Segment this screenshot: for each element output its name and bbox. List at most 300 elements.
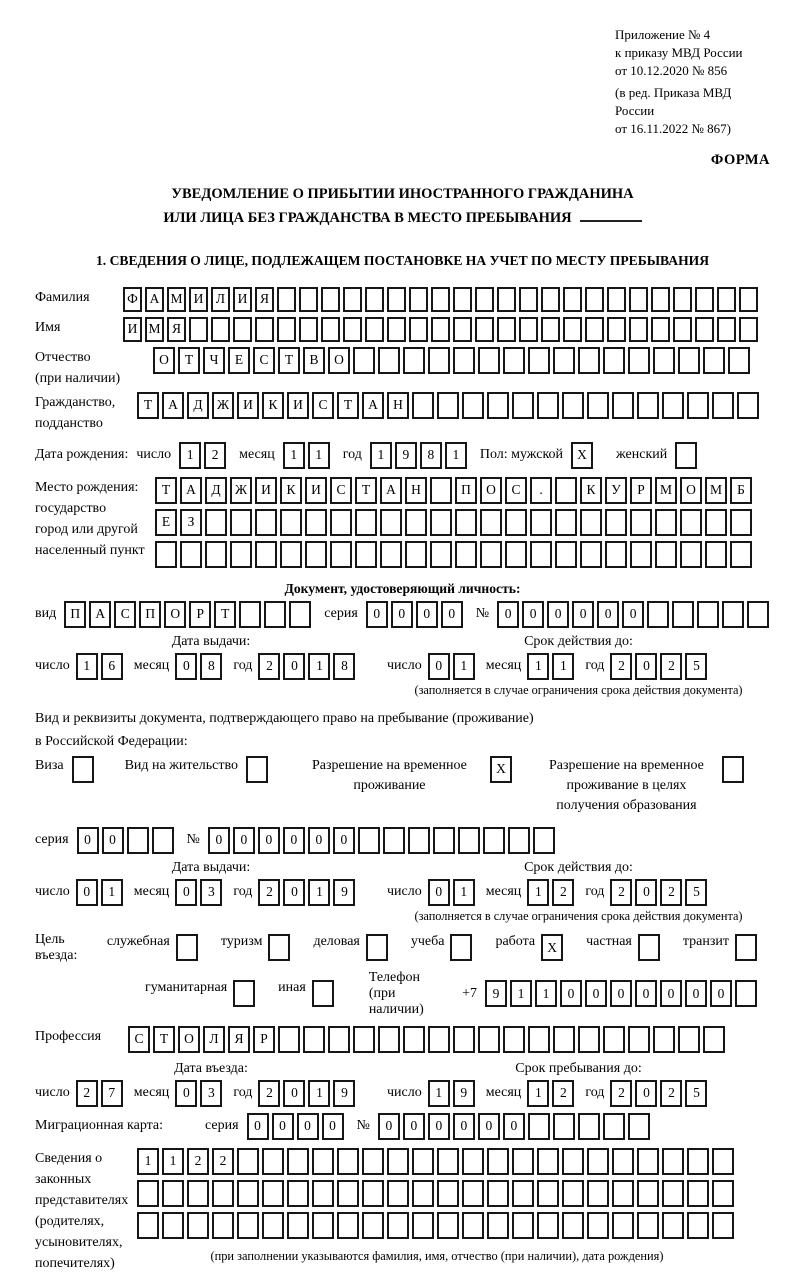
- cell[interactable]: [353, 347, 375, 374]
- cell[interactable]: [651, 317, 670, 342]
- cell[interactable]: [337, 1148, 359, 1175]
- cell[interactable]: 0: [272, 1113, 294, 1140]
- cell[interactable]: [675, 442, 697, 469]
- cell[interactable]: 5: [685, 879, 707, 906]
- cell[interactable]: [747, 601, 769, 628]
- cell[interactable]: [337, 1180, 359, 1207]
- cell[interactable]: [483, 827, 505, 854]
- cell[interactable]: [703, 1026, 725, 1053]
- cell[interactable]: 0: [208, 827, 230, 854]
- cell[interactable]: Т: [178, 347, 200, 374]
- cell[interactable]: 2: [76, 1080, 98, 1107]
- cell[interactable]: 1: [179, 442, 201, 469]
- cell[interactable]: [647, 601, 669, 628]
- birth-month-field[interactable]: [283, 442, 333, 469]
- cell[interactable]: [519, 287, 538, 312]
- cell[interactable]: [437, 1180, 459, 1207]
- cell[interactable]: 0: [258, 827, 280, 854]
- visa-checkbox[interactable]: [72, 756, 97, 783]
- cell[interactable]: [687, 1180, 709, 1207]
- cell[interactable]: [262, 1212, 284, 1239]
- cell[interactable]: 0: [610, 980, 632, 1007]
- cell[interactable]: [287, 1212, 309, 1239]
- cell[interactable]: [603, 1113, 625, 1140]
- cell[interactable]: [672, 601, 694, 628]
- cell[interactable]: [730, 541, 752, 568]
- cell[interactable]: 1: [308, 653, 330, 680]
- doc-series-field[interactable]: [366, 601, 466, 628]
- cell[interactable]: 1: [445, 442, 467, 469]
- cell[interactable]: [705, 541, 727, 568]
- cell[interactable]: [562, 1148, 584, 1175]
- cell[interactable]: [653, 347, 675, 374]
- cell[interactable]: [735, 980, 757, 1007]
- cell[interactable]: А: [145, 287, 164, 312]
- cell[interactable]: [262, 1180, 284, 1207]
- cell[interactable]: Д: [187, 392, 209, 419]
- cell[interactable]: А: [162, 392, 184, 419]
- cell[interactable]: [412, 1212, 434, 1239]
- cell[interactable]: [687, 392, 709, 419]
- cell[interactable]: [528, 1113, 550, 1140]
- cell[interactable]: [387, 1212, 409, 1239]
- cell[interactable]: [233, 980, 255, 1007]
- cell[interactable]: 0: [635, 879, 657, 906]
- cell[interactable]: [585, 317, 604, 342]
- cell[interactable]: 0: [283, 827, 305, 854]
- cell[interactable]: А: [180, 477, 202, 504]
- cell[interactable]: 0: [77, 827, 99, 854]
- cell[interactable]: В: [303, 347, 325, 374]
- cell[interactable]: [72, 756, 94, 783]
- gender-male-checkbox[interactable]: [571, 442, 596, 469]
- cell[interactable]: 9: [453, 1080, 475, 1107]
- cell[interactable]: [537, 1148, 559, 1175]
- cell[interactable]: 9: [395, 442, 417, 469]
- cell[interactable]: 0: [247, 1113, 269, 1140]
- cell[interactable]: [353, 1026, 375, 1053]
- cell[interactable]: 0: [297, 1113, 319, 1140]
- cell[interactable]: 0: [441, 601, 463, 628]
- cell[interactable]: [637, 392, 659, 419]
- purpose-study-checkbox[interactable]: [450, 934, 475, 961]
- cell[interactable]: А: [89, 601, 111, 628]
- cell[interactable]: 0: [547, 601, 569, 628]
- cell[interactable]: X: [571, 442, 593, 469]
- cell[interactable]: 0: [522, 601, 544, 628]
- cell[interactable]: [505, 509, 527, 536]
- cell[interactable]: 5: [685, 653, 707, 680]
- birth-day-field[interactable]: [179, 442, 229, 469]
- cell[interactable]: [162, 1212, 184, 1239]
- cell[interactable]: 0: [622, 601, 644, 628]
- cell[interactable]: [487, 392, 509, 419]
- cell[interactable]: [651, 287, 670, 312]
- cell[interactable]: [412, 1180, 434, 1207]
- cell[interactable]: Ч: [203, 347, 225, 374]
- cell[interactable]: И: [237, 392, 259, 419]
- cell[interactable]: [580, 509, 602, 536]
- doc-expiry-month-field[interactable]: [527, 653, 577, 680]
- cell[interactable]: [430, 477, 452, 504]
- cell[interactable]: 2: [204, 442, 226, 469]
- cell[interactable]: [312, 980, 334, 1007]
- cell[interactable]: 0: [635, 1080, 657, 1107]
- cell[interactable]: [475, 287, 494, 312]
- cell[interactable]: 2: [660, 879, 682, 906]
- cell[interactable]: [655, 509, 677, 536]
- cell[interactable]: [189, 317, 208, 342]
- cell[interactable]: [717, 317, 736, 342]
- cell[interactable]: [487, 1148, 509, 1175]
- cell[interactable]: [512, 1180, 534, 1207]
- cell[interactable]: М: [167, 287, 186, 312]
- cell[interactable]: [437, 392, 459, 419]
- cell[interactable]: 1: [308, 442, 330, 469]
- cell[interactable]: [555, 477, 577, 504]
- cell[interactable]: [541, 287, 560, 312]
- cell[interactable]: [303, 1026, 325, 1053]
- cell[interactable]: [607, 317, 626, 342]
- cell[interactable]: Ж: [212, 392, 234, 419]
- cell[interactable]: [405, 541, 427, 568]
- purpose-business-checkbox[interactable]: [366, 934, 391, 961]
- entry-year-field[interactable]: [258, 1080, 358, 1107]
- birthplace-row1[interactable]: [155, 477, 755, 504]
- cell[interactable]: [305, 509, 327, 536]
- cell[interactable]: [355, 541, 377, 568]
- cell[interactable]: [739, 287, 758, 312]
- cell[interactable]: [562, 1180, 584, 1207]
- cell[interactable]: 0: [710, 980, 732, 1007]
- cell[interactable]: [519, 317, 538, 342]
- cell[interactable]: [127, 827, 149, 854]
- cell[interactable]: [387, 317, 406, 342]
- cell[interactable]: [722, 756, 744, 783]
- cell[interactable]: [362, 1212, 384, 1239]
- cell[interactable]: О: [178, 1026, 200, 1053]
- cell[interactable]: [680, 509, 702, 536]
- cell[interactable]: Я: [167, 317, 186, 342]
- cell[interactable]: 0: [416, 601, 438, 628]
- birth-year-field[interactable]: [370, 442, 470, 469]
- cell[interactable]: [687, 1212, 709, 1239]
- cell[interactable]: [678, 1026, 700, 1053]
- cell[interactable]: [155, 541, 177, 568]
- cell[interactable]: [277, 287, 296, 312]
- cell[interactable]: М: [145, 317, 164, 342]
- cell[interactable]: [629, 287, 648, 312]
- cell[interactable]: [428, 1026, 450, 1053]
- cell[interactable]: [453, 1026, 475, 1053]
- cell[interactable]: О: [480, 477, 502, 504]
- cell[interactable]: [695, 317, 714, 342]
- residence-number-field[interactable]: [208, 827, 558, 854]
- cell[interactable]: Ф: [123, 287, 142, 312]
- cell[interactable]: [612, 1212, 634, 1239]
- cell[interactable]: 1: [552, 653, 574, 680]
- residence-issue-year-field[interactable]: [258, 879, 358, 906]
- stay-year-field[interactable]: [610, 1080, 710, 1107]
- cell[interactable]: 3: [200, 1080, 222, 1107]
- doc-expiry-year-field[interactable]: [610, 653, 710, 680]
- doc-number-field[interactable]: [497, 601, 772, 628]
- cell[interactable]: 2: [212, 1148, 234, 1175]
- cell[interactable]: [717, 287, 736, 312]
- cell[interactable]: [697, 601, 719, 628]
- cell[interactable]: [343, 317, 362, 342]
- cell[interactable]: [662, 1148, 684, 1175]
- cell[interactable]: Т: [155, 477, 177, 504]
- cell[interactable]: [580, 541, 602, 568]
- cell[interactable]: [687, 1148, 709, 1175]
- cell[interactable]: [262, 1148, 284, 1175]
- cell[interactable]: [712, 1180, 734, 1207]
- cell[interactable]: 0: [322, 1113, 344, 1140]
- cell[interactable]: 1: [527, 879, 549, 906]
- cell[interactable]: 2: [187, 1148, 209, 1175]
- cell[interactable]: [403, 1026, 425, 1053]
- doc-issue-month-field[interactable]: [175, 653, 225, 680]
- cell[interactable]: 0: [453, 1113, 475, 1140]
- cell[interactable]: 3: [200, 879, 222, 906]
- cell[interactable]: [180, 541, 202, 568]
- cell[interactable]: 0: [503, 1113, 525, 1140]
- cell[interactable]: [387, 1180, 409, 1207]
- cell[interactable]: [528, 1026, 550, 1053]
- given-name-field[interactable]: [123, 317, 761, 342]
- cell[interactable]: Е: [155, 509, 177, 536]
- rvp-edu-checkbox[interactable]: [722, 756, 747, 783]
- cell[interactable]: 0: [403, 1113, 425, 1140]
- cell[interactable]: [255, 509, 277, 536]
- cell[interactable]: [612, 1148, 634, 1175]
- cell[interactable]: К: [262, 392, 284, 419]
- cell[interactable]: [246, 756, 268, 783]
- cell[interactable]: 0: [478, 1113, 500, 1140]
- cell[interactable]: 9: [333, 879, 355, 906]
- cell[interactable]: 8: [200, 653, 222, 680]
- cell[interactable]: [528, 347, 550, 374]
- cell[interactable]: [365, 287, 384, 312]
- cell[interactable]: [555, 541, 577, 568]
- cell[interactable]: [508, 827, 530, 854]
- cell[interactable]: 8: [333, 653, 355, 680]
- cell[interactable]: [239, 601, 261, 628]
- cell[interactable]: 1: [137, 1148, 159, 1175]
- cell[interactable]: 0: [366, 601, 388, 628]
- cell[interactable]: 0: [102, 827, 124, 854]
- cell[interactable]: 1: [370, 442, 392, 469]
- cell[interactable]: [137, 1212, 159, 1239]
- cell[interactable]: [512, 1212, 534, 1239]
- cell[interactable]: [637, 1180, 659, 1207]
- cell[interactable]: [362, 1180, 384, 1207]
- cell[interactable]: [587, 1180, 609, 1207]
- cell[interactable]: X: [490, 756, 512, 783]
- doc-issue-day-field[interactable]: [76, 653, 126, 680]
- cell[interactable]: [455, 541, 477, 568]
- surname-field[interactable]: [123, 287, 761, 312]
- cell[interactable]: 9: [485, 980, 507, 1007]
- entry-day-field[interactable]: [76, 1080, 126, 1107]
- cell[interactable]: М: [655, 477, 677, 504]
- phone-field[interactable]: [485, 980, 760, 1007]
- cell[interactable]: [383, 827, 405, 854]
- cell[interactable]: О: [328, 347, 350, 374]
- cell[interactable]: [462, 1212, 484, 1239]
- cell[interactable]: [162, 1180, 184, 1207]
- residence-issue-day-field[interactable]: [76, 879, 126, 906]
- cell[interactable]: А: [380, 477, 402, 504]
- residence-expiry-year-field[interactable]: [610, 879, 710, 906]
- cell[interactable]: [562, 1212, 584, 1239]
- cell[interactable]: 1: [308, 1080, 330, 1107]
- doc-expiry-day-field[interactable]: [428, 653, 478, 680]
- cell[interactable]: [312, 1180, 334, 1207]
- residence-series-field[interactable]: [77, 827, 177, 854]
- cell[interactable]: [378, 1026, 400, 1053]
- cell[interactable]: 1: [308, 879, 330, 906]
- cell[interactable]: [330, 509, 352, 536]
- cell[interactable]: [299, 287, 318, 312]
- cell[interactable]: [453, 317, 472, 342]
- cell[interactable]: [512, 1148, 534, 1175]
- cell[interactable]: З: [180, 509, 202, 536]
- cell[interactable]: [612, 392, 634, 419]
- cell[interactable]: [605, 541, 627, 568]
- cell[interactable]: Н: [405, 477, 427, 504]
- cell[interactable]: [205, 541, 227, 568]
- cell[interactable]: [503, 1026, 525, 1053]
- cell[interactable]: [587, 1148, 609, 1175]
- purpose-transit-checkbox[interactable]: [735, 934, 760, 961]
- cell[interactable]: [637, 1148, 659, 1175]
- cell[interactable]: 2: [258, 653, 280, 680]
- cell[interactable]: [328, 1026, 350, 1053]
- cell[interactable]: Д: [205, 477, 227, 504]
- cell[interactable]: [387, 287, 406, 312]
- cell[interactable]: [680, 541, 702, 568]
- migration-series-field[interactable]: [247, 1113, 347, 1140]
- cell[interactable]: 0: [428, 1113, 450, 1140]
- cell[interactable]: [480, 541, 502, 568]
- cell[interactable]: [264, 601, 286, 628]
- cell[interactable]: [655, 541, 677, 568]
- cell[interactable]: [630, 509, 652, 536]
- representatives-row3[interactable]: [137, 1212, 737, 1239]
- cell[interactable]: С: [114, 601, 136, 628]
- cell[interactable]: И: [305, 477, 327, 504]
- cell[interactable]: 0: [572, 601, 594, 628]
- cell[interactable]: [299, 317, 318, 342]
- cell[interactable]: [475, 317, 494, 342]
- cell[interactable]: [503, 347, 525, 374]
- cell[interactable]: [530, 541, 552, 568]
- cell[interactable]: [487, 1212, 509, 1239]
- cell[interactable]: [305, 541, 327, 568]
- cell[interactable]: [638, 934, 660, 961]
- cell[interactable]: Л: [211, 287, 230, 312]
- cell[interactable]: 0: [175, 653, 197, 680]
- cell[interactable]: [277, 317, 296, 342]
- cell[interactable]: [358, 827, 380, 854]
- cell[interactable]: [237, 1148, 259, 1175]
- cell[interactable]: 1: [428, 1080, 450, 1107]
- cell[interactable]: [176, 934, 198, 961]
- cell[interactable]: 0: [283, 879, 305, 906]
- cell[interactable]: [437, 1148, 459, 1175]
- cell[interactable]: Т: [355, 477, 377, 504]
- cell[interactable]: П: [64, 601, 86, 628]
- cell[interactable]: [587, 392, 609, 419]
- cell[interactable]: [512, 392, 534, 419]
- cell[interactable]: [722, 601, 744, 628]
- cell[interactable]: [212, 1180, 234, 1207]
- cell[interactable]: [578, 347, 600, 374]
- birthplace-row2[interactable]: [155, 509, 755, 536]
- cell[interactable]: [287, 1148, 309, 1175]
- cell[interactable]: [321, 317, 340, 342]
- cell[interactable]: 0: [428, 653, 450, 680]
- cell[interactable]: 0: [233, 827, 255, 854]
- cell[interactable]: 2: [552, 879, 574, 906]
- cell[interactable]: 2: [610, 1080, 632, 1107]
- cell[interactable]: [431, 317, 450, 342]
- cell[interactable]: [412, 392, 434, 419]
- cell[interactable]: 6: [101, 653, 123, 680]
- cell[interactable]: [409, 317, 428, 342]
- cell[interactable]: [230, 541, 252, 568]
- cell[interactable]: К: [580, 477, 602, 504]
- cell[interactable]: [505, 541, 527, 568]
- cell[interactable]: 0: [635, 653, 657, 680]
- cell[interactable]: [628, 1026, 650, 1053]
- cell[interactable]: Т: [337, 392, 359, 419]
- cell[interactable]: 0: [283, 653, 305, 680]
- cell[interactable]: [337, 1212, 359, 1239]
- migration-number-field[interactable]: [378, 1113, 653, 1140]
- representatives-row2[interactable]: [137, 1180, 737, 1207]
- cell[interactable]: 1: [101, 879, 123, 906]
- cell[interactable]: 7: [101, 1080, 123, 1107]
- cell[interactable]: [603, 1026, 625, 1053]
- cell[interactable]: [380, 541, 402, 568]
- cell[interactable]: [378, 347, 400, 374]
- cell[interactable]: [653, 1026, 675, 1053]
- cell[interactable]: 0: [428, 879, 450, 906]
- cell[interactable]: [387, 1148, 409, 1175]
- cell[interactable]: [453, 347, 475, 374]
- cell[interactable]: [553, 347, 575, 374]
- cell[interactable]: [237, 1180, 259, 1207]
- cell[interactable]: [587, 1212, 609, 1239]
- cell[interactable]: [563, 317, 582, 342]
- stay-month-field[interactable]: [527, 1080, 577, 1107]
- cell[interactable]: 1: [453, 879, 475, 906]
- cell[interactable]: [541, 317, 560, 342]
- cell[interactable]: [462, 392, 484, 419]
- cell[interactable]: [462, 1180, 484, 1207]
- cell[interactable]: О: [680, 477, 702, 504]
- cell[interactable]: [255, 541, 277, 568]
- cell[interactable]: [712, 1148, 734, 1175]
- cell[interactable]: [212, 1212, 234, 1239]
- cell[interactable]: [152, 827, 174, 854]
- purpose-humanitarian-checkbox[interactable]: [233, 980, 258, 1007]
- cell[interactable]: 0: [333, 827, 355, 854]
- cell[interactable]: [562, 392, 584, 419]
